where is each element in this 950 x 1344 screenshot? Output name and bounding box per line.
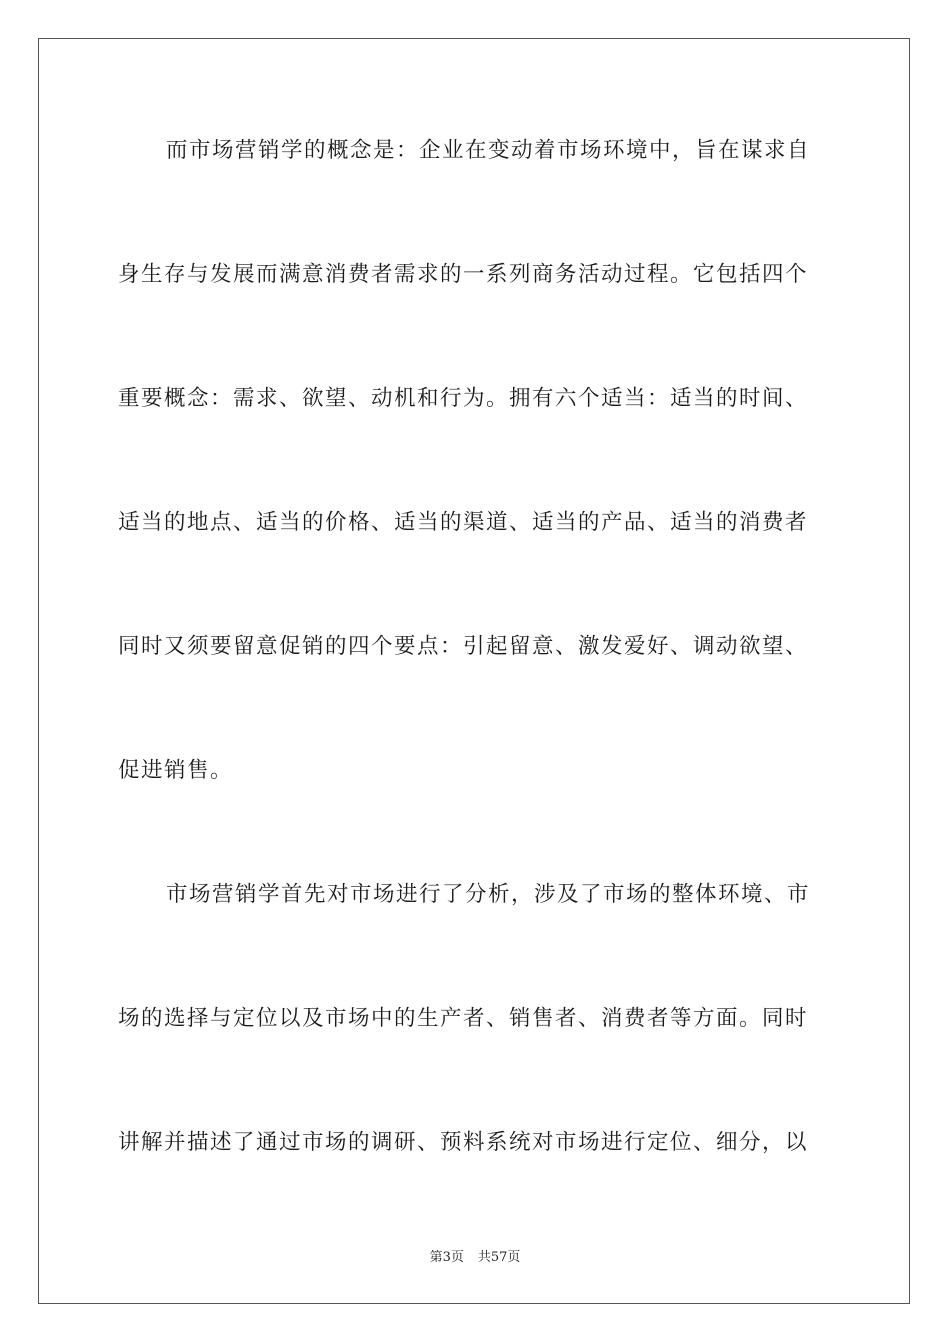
paragraph-1-line-2: 身生存与发展而满意消费者需求的一系列商务活动过程。它包括四个 — [118, 262, 809, 287]
page-footer — [0, 1246, 950, 1265]
page-total: 共57页 — [477, 1250, 521, 1265]
paragraph-1-line-3: 重要概念：需求、欲望、动机和行为。拥有六个适当：适当的时间、 — [118, 386, 809, 411]
paragraph-2-line-1: 市场营销学首先对市场进行了分析，涉及了市场的整体环境、市 — [166, 882, 811, 907]
paragraph-1-line-4: 适当的地点、适当的价格、适当的渠道、适当的产品、适当的消费者 — [118, 510, 809, 535]
paragraph-2-line-2: 场的选择与定位以及市场中的生产者、销售者、消费者等方面。同时 — [118, 1006, 809, 1031]
paragraph-1-line-1: 而市场营销学的概念是：企业在变动着市场环境中，旨在谋求自 — [166, 138, 811, 163]
paragraph-1-line-6: 促进销售。 — [118, 758, 234, 783]
paragraph-2-line-3: 讲解并描述了通过市场的调研、预料系统对市场进行定位、细分，以 — [118, 1130, 809, 1155]
paragraph-1-line-5: 同时又须要留意促销的四个要点：引起留意、激发爱好、调动欲望、 — [118, 634, 809, 659]
document-body — [118, 120, 834, 1174]
page-number: 第3页 — [429, 1250, 464, 1265]
